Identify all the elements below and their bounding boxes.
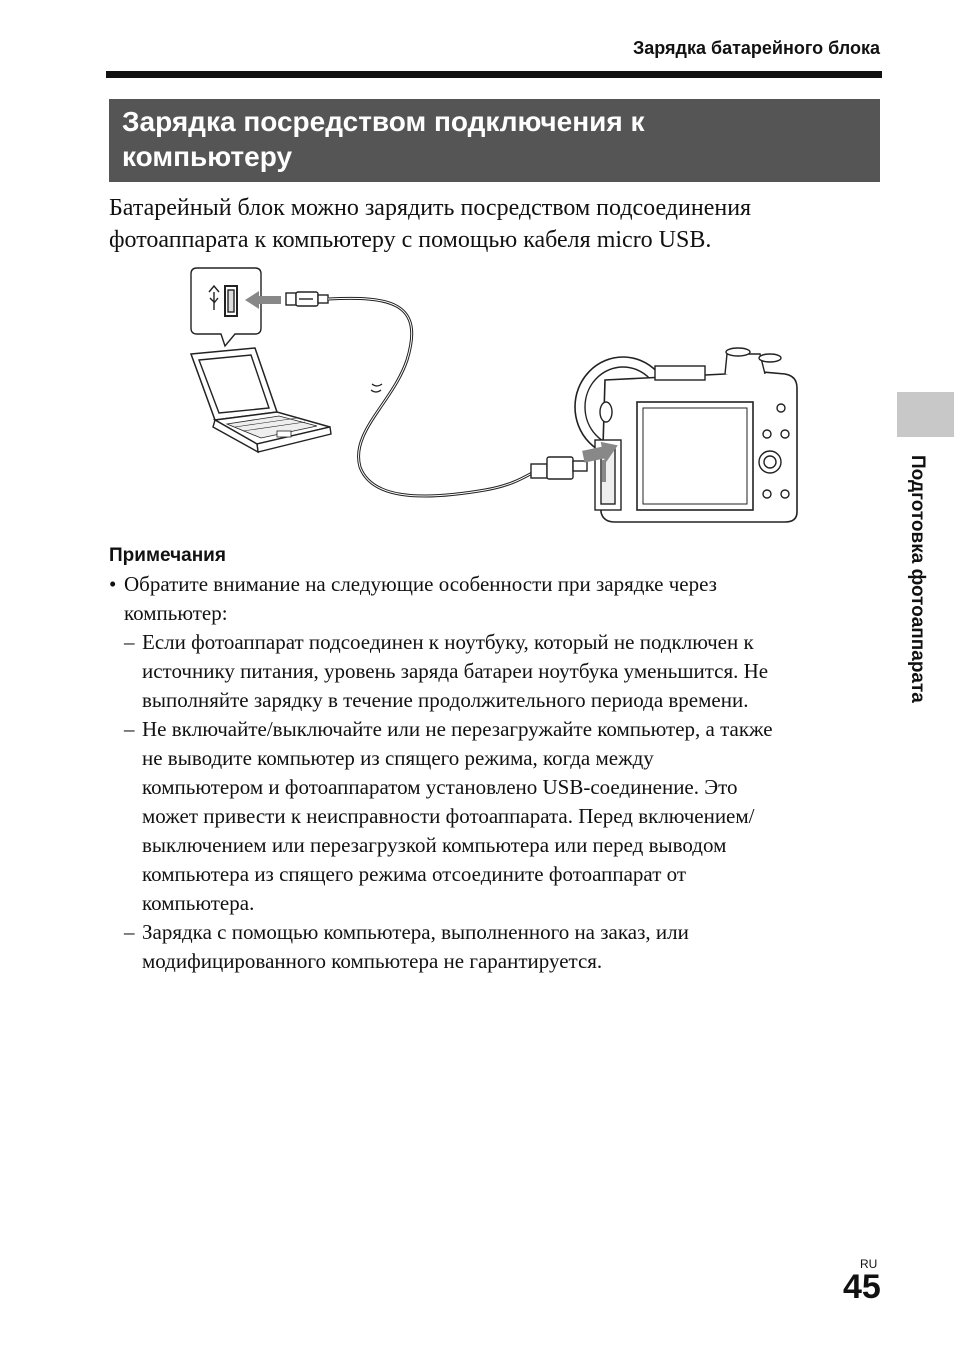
camera-icon bbox=[575, 348, 797, 522]
note-line: выключением или перезагрузкой компьютера или перед выводом bbox=[142, 833, 727, 857]
note-line: источнику питания, уровень заряда батареи ноутбука уменьшится. Не bbox=[142, 659, 769, 683]
note-line: компьютера. bbox=[142, 891, 255, 915]
laptop-icon bbox=[191, 348, 331, 452]
section-title-bar bbox=[109, 99, 880, 182]
page-number: 45 bbox=[843, 1268, 881, 1306]
note-dash-item bbox=[109, 715, 884, 918]
dash-mark: – bbox=[124, 920, 135, 944]
header-rule bbox=[106, 71, 882, 78]
note-bullet-item bbox=[109, 570, 884, 628]
usb-connection-illustration bbox=[185, 262, 805, 530]
note-line: не выводите компьютер из спящего режима, когда между bbox=[142, 746, 654, 770]
intro-paragraph bbox=[109, 192, 889, 256]
note-line: модифицированного компьютера не гарантируется. bbox=[142, 949, 603, 973]
note-dash-item bbox=[109, 918, 884, 976]
note-dash-item bbox=[109, 628, 884, 715]
note-line: компьютера из спящего режима отсоедините фотоаппарат от bbox=[142, 862, 687, 886]
notes-list bbox=[109, 570, 884, 976]
note-line: выполняйте зарядку в течение продолжительного периода времени. bbox=[142, 688, 749, 712]
dash-mark: – bbox=[124, 630, 135, 654]
usb-plug bbox=[286, 292, 328, 306]
bullet-mark: • bbox=[109, 572, 117, 596]
dash-mark: – bbox=[124, 717, 135, 741]
usb-cable bbox=[328, 298, 545, 496]
usb-port-callout bbox=[191, 268, 261, 346]
intro-line: Батарейный блок можно зарядить посредством подсоединения bbox=[109, 195, 752, 221]
section-title-line2: компьютеру bbox=[122, 141, 293, 172]
note-line: Если фотоаппарат подсоединен к ноутбуку, который не подключен к bbox=[142, 630, 754, 654]
chapter-tab bbox=[897, 392, 954, 437]
section-title-line1: Зарядка посредством подключения к bbox=[122, 106, 645, 137]
language-code: RU bbox=[860, 1257, 878, 1271]
notes-heading: Примечания bbox=[109, 545, 226, 566]
intro-line: фотоаппарата к компьютеру с помощью кабеля micro USB. bbox=[109, 227, 712, 253]
running-header: Зарядка батарейного блока bbox=[632, 38, 880, 58]
note-line: Зарядка с помощью компьютера, выполненного на заказ, или bbox=[142, 920, 689, 944]
micro-usb-plug bbox=[531, 457, 587, 479]
note-line: Обратите внимание на следующие особенности при зарядке через bbox=[124, 572, 717, 596]
note-line: Не включайте/выключайте или не перезагружайте компьютер, а также bbox=[142, 717, 773, 741]
note-line: компьютером и фотоаппаратом установлено USB-соединение. Это bbox=[142, 775, 738, 799]
note-line: может привести к неисправности фотоаппарата. Перед включением/ bbox=[142, 804, 755, 828]
chapter-label: Подготовка фотоаппарата bbox=[907, 455, 928, 703]
note-line: компьютер: bbox=[124, 601, 228, 625]
